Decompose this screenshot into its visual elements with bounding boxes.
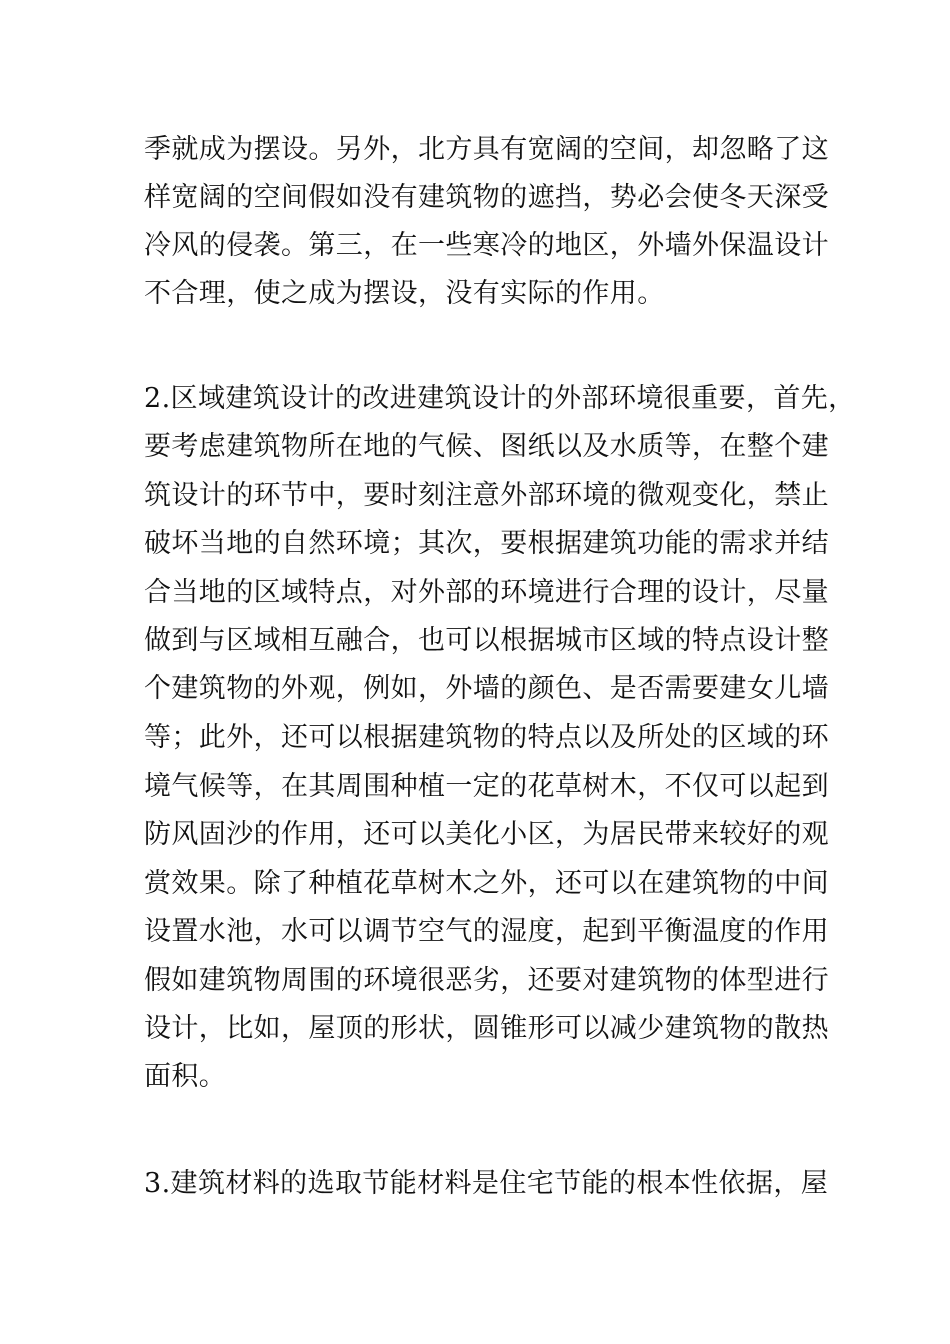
text-line: 赏效果。除了种植花草树木之外，还可以在建筑物的中间	[144, 868, 829, 899]
text-line: 不合理，使之成为摆设，没有实际的作用。	[144, 278, 665, 309]
text-line: 冷风的侵袭。第三，在一些寒冷的地区，外墙外保温设计	[144, 230, 829, 261]
text-line: 设置水池，水可以调节空气的湿度，起到平衡温度的作用	[144, 916, 829, 947]
text-line: 个建筑物的外观，例如，外墙的颜色、是否需要建女儿墙	[144, 673, 829, 704]
text-line: 2.区域建筑设计的改进建筑设计的外部环境很重要，首先，	[144, 383, 856, 414]
text-line: 做到与区域相互融合，也可以根据城市区域的特点设计整	[144, 625, 829, 656]
text-line: 等；此外，还可以根据建筑物的特点以及所处的区域的环	[144, 722, 829, 753]
text-line: 防风固沙的作用，还可以美化小区，为居民带来较好的观	[144, 819, 829, 850]
text-line: 破坏当地的自然环境；其次，要根据建筑功能的需求并结	[144, 528, 829, 559]
text-line: 样宽阔的空间假如没有建筑物的遮挡，势必会使冬天深受	[144, 182, 829, 213]
text-line: 合当地的区域特点，对外部的环境进行合理的设计，尽量	[144, 577, 829, 608]
text-line: 3.建筑材料的选取节能材料是住宅节能的根本性依据，屋	[144, 1168, 829, 1199]
text-line: 要考虑建筑物所在地的气候、图纸以及水质等，在整个建	[144, 431, 829, 462]
text-line: 设计，比如，屋顶的形状，圆锥形可以减少建筑物的散热	[144, 1013, 829, 1044]
text-line: 境气候等，在其周围种植一定的花草树木，不仅可以起到	[144, 771, 829, 802]
text-line: 面积。	[144, 1061, 227, 1092]
text-line: 假如建筑物周围的环境很恶劣，还要对建筑物的体型进行	[144, 965, 829, 996]
text-line: 季就成为摆设。另外，北方具有宽阔的空间，却忽略了这	[144, 134, 829, 165]
text-line: 筑设计的环节中，要时刻注意外部环境的微观变化，禁止	[144, 480, 829, 511]
